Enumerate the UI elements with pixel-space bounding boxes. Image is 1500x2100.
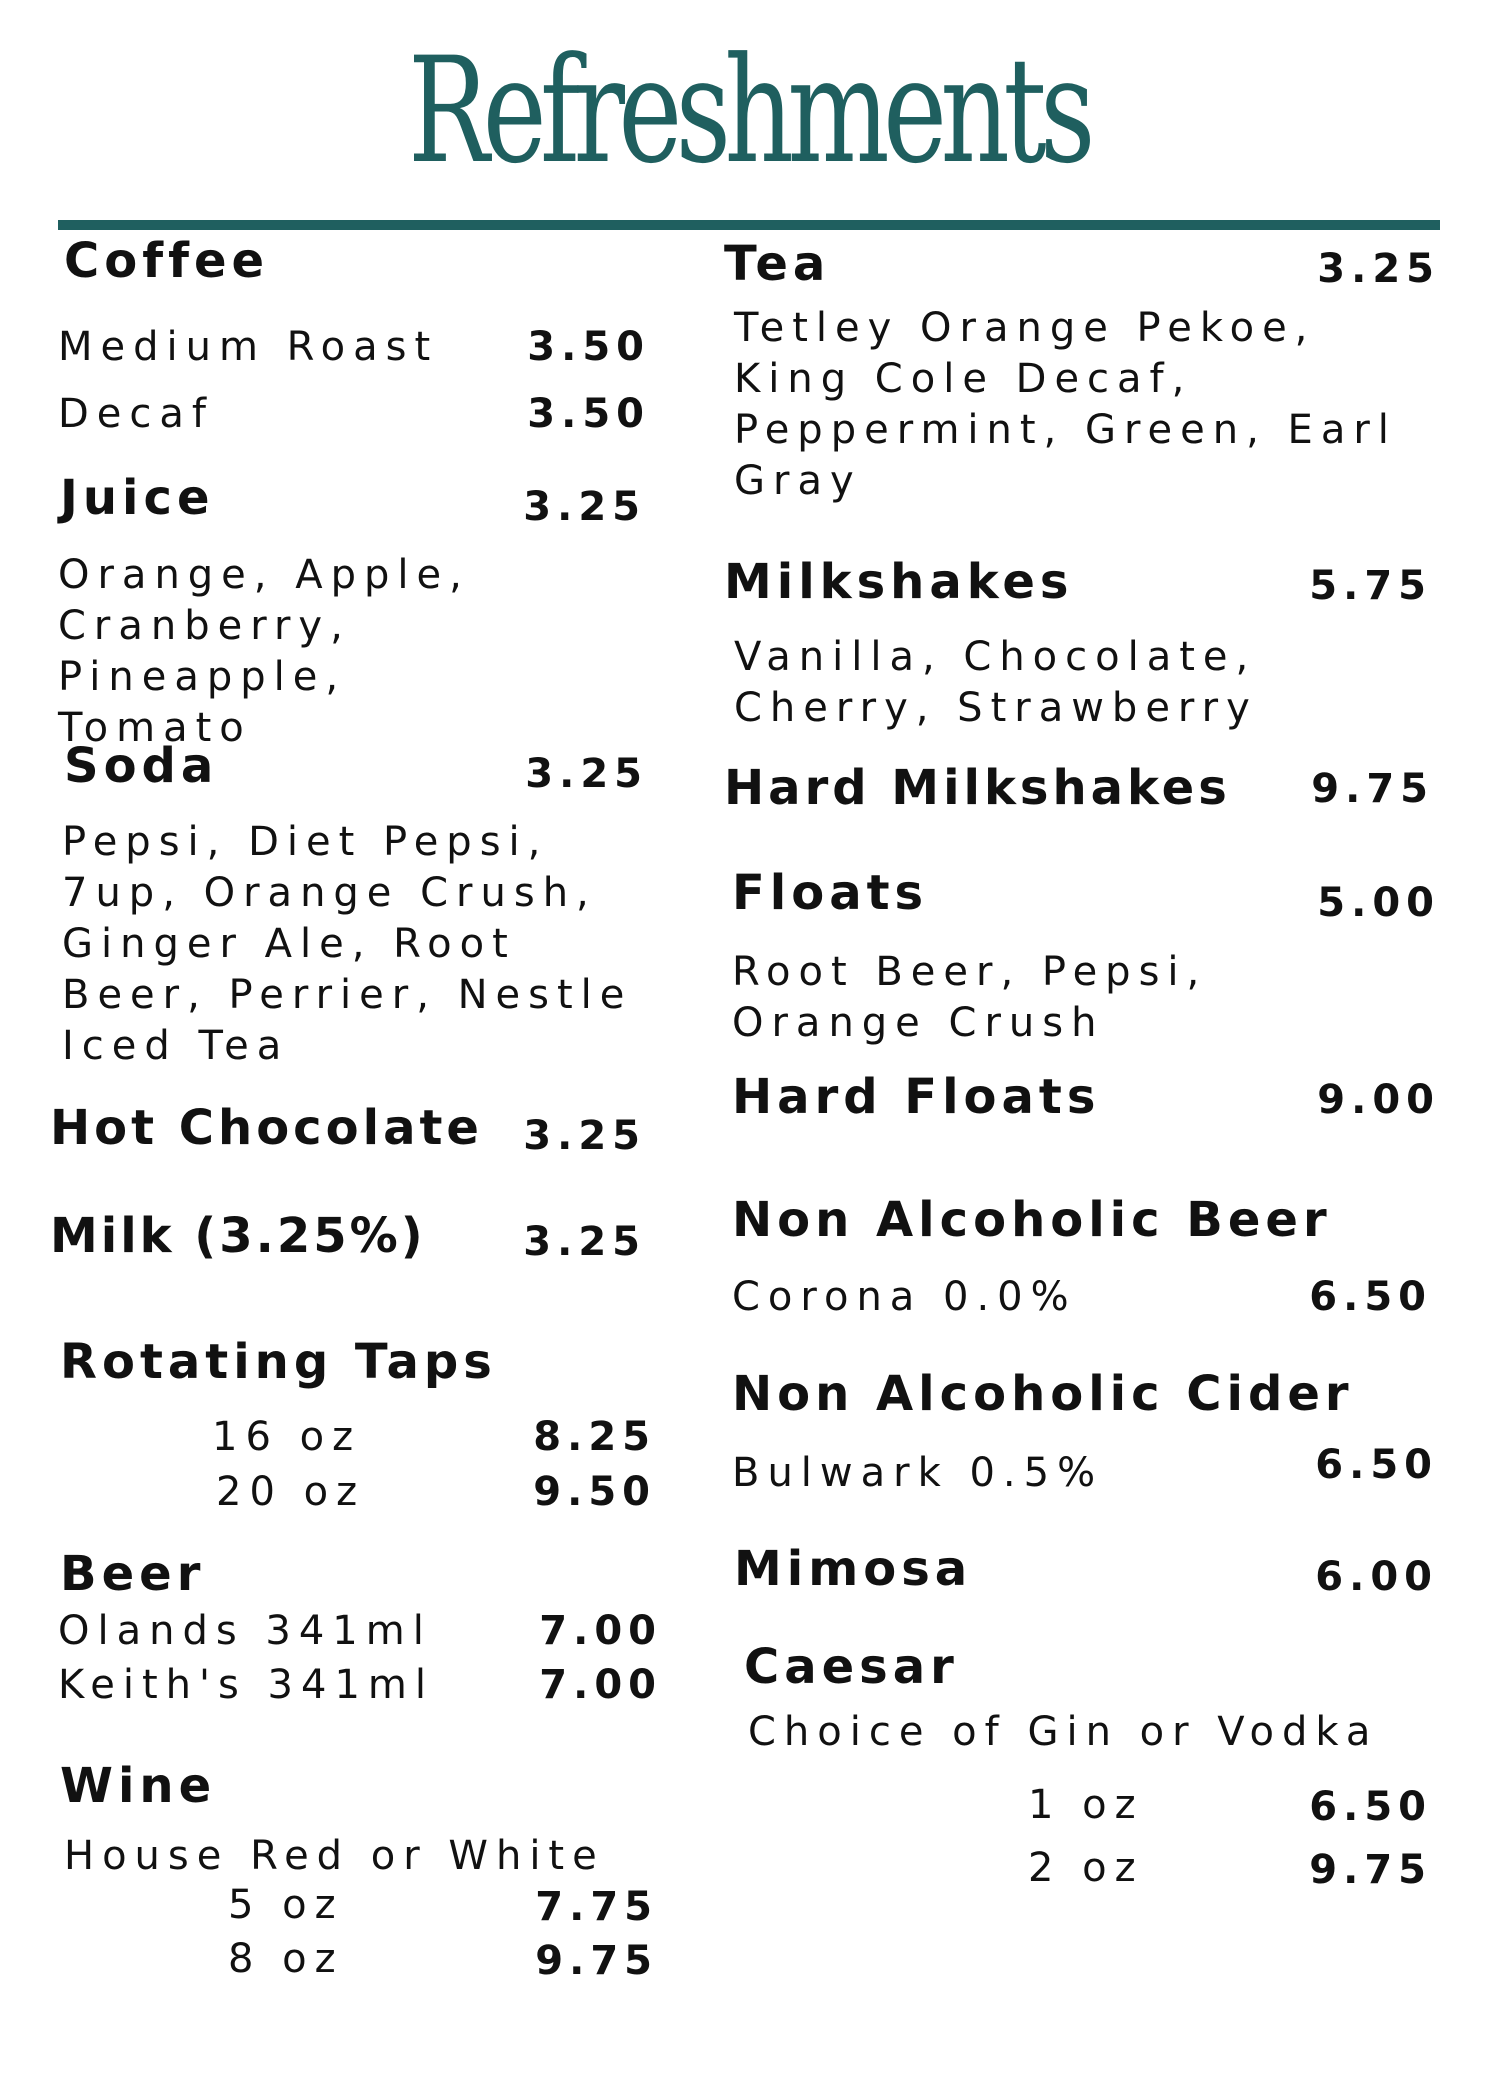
soda-heading: Soda [64,738,219,794]
juice-price: 3.25 [523,484,646,530]
mimosa-heading: Mimosa [734,1541,973,1597]
tea-heading: Tea [724,236,831,292]
juice-heading: Juice [60,470,215,526]
milkshakes-description: Vanilla, Chocolate, Cherry, Strawberry [734,634,1258,731]
tea-description: Tetley Orange Pekoe, King Cole Decaf, Peppermint, Green, Earl Gray [734,305,1397,504]
menu-item-price: 7.75 [535,1884,658,1930]
na-cider-price: 6.50 [1315,1442,1438,1488]
juice-description: Orange, Apple, Cranberry, Pineapple, Tomato [58,552,470,751]
menu-item-name: Decaf [58,391,214,437]
floats-price: 5.00 [1317,880,1440,926]
menu-item-price: 6.50 [1309,1784,1432,1830]
wine-description: House Red or White [64,1833,605,1879]
na-cider-heading: Non Alcoholic Cider [732,1366,1354,1422]
beer-heading: Beer [60,1546,206,1602]
menu-item-size: 5 oz [228,1882,344,1928]
coffee-heading: Coffee [64,233,270,289]
hard-floats-price: 9.00 [1317,1077,1440,1123]
menu-item-price: 3.50 [527,324,650,370]
milkshakes-heading: Milkshakes [724,554,1074,610]
menu-item-size: 2 oz [1028,1845,1144,1891]
title-divider [58,220,1440,230]
floats-heading: Floats [732,865,929,921]
menu-item-price: 9.75 [1309,1847,1432,1893]
hard-milkshakes-price: 9.75 [1311,766,1434,812]
menu-item-price: 9.50 [533,1469,656,1515]
na-beer-heading: Non Alcoholic Beer [732,1192,1332,1248]
milkshakes-price: 5.75 [1309,563,1432,609]
menu-item-price: 9.75 [535,1938,658,1984]
menu-item-size: 20 oz [216,1469,366,1515]
wine-heading: Wine [60,1758,217,1814]
menu-title: Refreshments [408,26,1089,196]
hot-chocolate-price: 3.25 [523,1113,646,1159]
menu-item-size: 16 oz [212,1414,362,1460]
rotating-taps-heading: Rotating Taps [60,1334,497,1390]
na-beer-price: 6.50 [1309,1274,1432,1320]
caesar-heading: Caesar [744,1639,959,1695]
hard-milkshakes-heading: Hard Milkshakes [724,760,1231,816]
mimosa-price: 6.00 [1315,1554,1438,1600]
tea-price: 3.25 [1317,246,1440,292]
menu-item-name: Keith's 341ml [58,1662,434,1708]
menu-item-price: 3.50 [527,391,650,437]
soda-price: 3.25 [525,751,648,797]
na-beer-item: Corona 0.0% [732,1274,1077,1320]
menu-item-price: 7.00 [539,1662,662,1708]
menu-item-size: 1 oz [1028,1782,1144,1828]
menu-item-price: 7.00 [539,1608,662,1654]
menu-item-name: Olands 341ml [58,1608,432,1654]
menu-item-name: Medium Roast [58,324,439,370]
caesar-description: Choice of Gin or Vodka [748,1709,1379,1755]
menu-item-size: 8 oz [228,1936,344,1982]
hard-floats-heading: Hard Floats [732,1069,1101,1125]
hot-chocolate-heading: Hot Chocolate [50,1100,483,1156]
milk-price: 3.25 [523,1219,646,1265]
soda-description: Pepsi, Diet Pepsi, 7up, Orange Crush, Ginger Ale, Root Beer, Perrier, Nestle Iced Tea [62,819,633,1069]
menu-item-price: 8.25 [533,1414,656,1460]
milk-heading: Milk (3.25%) [50,1208,426,1264]
floats-description: Root Beer, Pepsi, Orange Crush [732,949,1208,1046]
na-cider-item: Bulwark 0.5% [732,1450,1104,1496]
